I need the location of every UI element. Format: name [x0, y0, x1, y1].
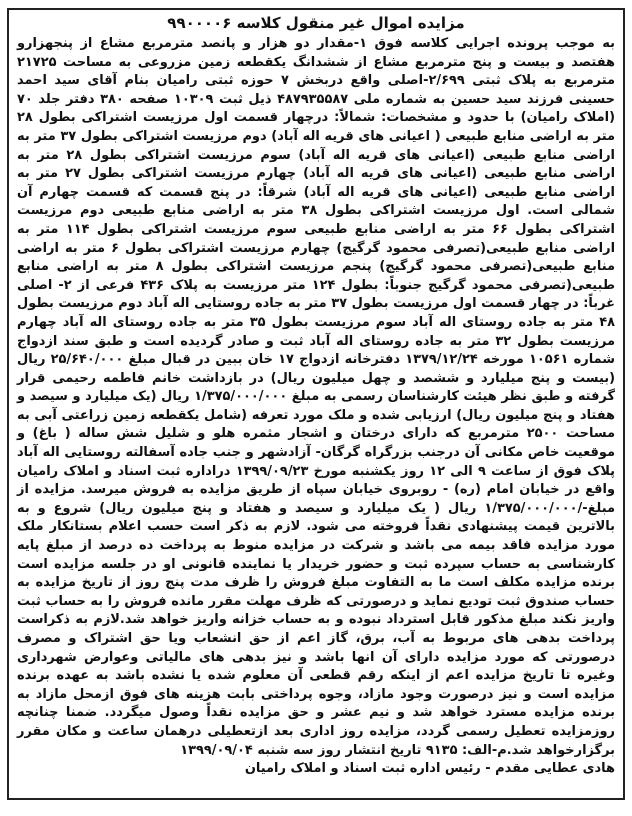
notice-title: مزایده اموال غیر منقول کلاسه ۹۹۰۰۰۰۶	[167, 14, 465, 32]
notice-signature: هادی عطایی مقدم - رئیس اداره ثبت اسناد و املاک رامیان	[244, 761, 615, 777]
notice-body: به موجب پرونده اجرایی کلاسه فوق ۱-مقدار دو هزار و پانصد مترمربع مشاع از پنجهزارو هفتصد و بیست و پنج مترمربع مشاع از ششدانگ یکقطعه زمین مزروعی به مساحت ۲۱۷۲۵ مترمربع به پلاک ثبتی ۲/۶۹۹-اصلی واقع دربخش ۷ حوزه ثبتی رامیان بنام آقای سید احمد حسینی فرزند سید حسین به شماره ملی ۴۸۷۹۳۵۵۸۷ ذیل ثبت ۱۰۳۰۹ صفحه ۳۸۰ دفتر جلد ۷۰ (املاک رامیان) با حدود و مشخصات: شمالاً: درچهار قسمت اول مرزیست اشتراکی بطول ۲۸ متر به اراضی منابع طبیعی ( اعیانی های قریه اله آباد) دوم مرزیست اشتراکی بطول ۳۷ متر به اراضی منابع طبیعی (اعیانی های قریه اله آباد) سوم مرزیست اشتراکی بطول ۲۸ متر به اراضی منابع طبیعی (اعیانی های قریه اله آباد) چهارم مرزیست اشتراکی بطول ۲۷ متر به اراضی منابع طبیعی (اعیانی های قریه اله آباد) شرقاً: در پنج قسمت که قسمت چهارم آن شمالی است. اول مرزیست اشتراکی بطول ۳۸ متر به اراضی منابع طبیعی دوم مرزیست اشتراکی بطول ۶۶ متر به اراضی منابع طبیعی سوم مرزیست اشتراکی بطول ۱۱۴ متر به اراضی منابع طبیعی(تصرفی محمود گرگیج) چهارم مرزیست اشتراکی بطول ۶ متر به اراضی منابع طبیعی(تصرفی محمود گرگیج) پنجم مرزیست اشتراکی بطول ۸ متر به اراضی منابع طبیعی(تصرفی محمود گرگیج جنوباً: بطول ۱۲۴ متر مرزیست به پلاک ۴۳۶ فرعی از ۲- اصلی غرباً: در چهار قسمت اول مرزیست بطول ۳۷ متر به جاده روستایی اله آباد دوم مرزیست بطول ۴۸ متر به جاده روستای اله آباد سوم مرزیست بطول ۳۵ متر به جاده روستای اله آباد چهارم مرزیست بطول ۳۲ متر به جاده روستای اله آباد ثبت و صادر گردیده است و طبق سند ازدواج شماره ۱۰۵۶۱ مورخه ۱۳۷۹/۱۲/۲۴ دفترخانه ازدواج ۱۷ خان ببین در قبال مبلغ ۲۵/۶۴۰/۰۰۰ ریال (بیست و پنج میلیارد و ششصد و چهل میلیون ریال) در بازداشت خانم فاطمه رحیمی قرار گرفته و طبق نظر هیئت کارشناسان رسمی به مبلغ ۱/۳۷۵/۰۰۰/۰۰۰ ریال (یک میلیارد و سیصد و هفتاد و پنج میلیون ریال) ارزیابی شده و ملک مورد تعرفه (شامل یکقطعه زمین زراعتی آبی به مساحت ۲۵۰۰ مترمربع که دارای درختان و اشجار مثمره هلو و شلیل شش ساله ( باغ) و موقعیت خاص مکانی آن درجنب بزرگراه گرگان- آزادشهر و جنب جاده آسفالته روستایی اله آباد پلاک فوق از ساعت ۹ الی ۱۲ روز یکشنبه مورخ ۱۳۹۹/۰۹/۲۳ دراداره ثبت اسناد و املاک رامیان واقع در خیابان امام (ره) - روبروی خیابان سپاه از طریق مزایده به فروش میرسد. مزایده از مبلغ-/۱/۳۷۵/۰۰۰/۰۰۰ ریال ( یک میلیارد و سیصد و هفتاد و پنج میلیون ریال) شروع و به بالاترین قیمت پیشنهادی نقداً فروخته می شود. لازم به ذکر است حسب اعلام بستانکار ملک مورد مزایده فاقد بیمه می باشد و شرکت در مزایده منوط به پرداخت ده درصد از مبلغ پایه کارشناسی به حساب سپرده ثبت و حضور خریدار یا نماینده قانونی او در جلسه مزایده است برنده مزایده مکلف است ما به التفاوت مبلغ فروش را ظرف مدت پنج روز از تاریخ مزایده به حساب صندوق ثبت تودیع نماید و درصورتی که ظرف مهلت مقرر مانده فروش را به حساب ثبت واریز نکند مبلغ مذکور قابل استرداد نبوده و به حساب خزانه واریز خواهد شد.لازم به ذکراست پرداخت بدهی های مربوط به آب، برق، گاز اعم از حق انشعاب ویا حق اشتراک و مصرف درصورتی که مورد مزایده دارای آن انها باشد و نیز بدهی های مالیاتی وعوارض شهرداری وغیره تا تاریخ مزایده اعم از اینکه رقم قطعی آن معلوم شده یا نشده باشد به عهده برنده مزایده است و نیز درصورت وجود مازاد، وجوه پرداختی بابت هزینه های فوق ازمحل مازاد به برنده مزایده مسترد خواهد شد و نیم عشر و حق مزایده نقداً وصول میگردد. ضمنا چنانچه روزمزایده تعطیل رسمی گردد، مزایده روز اداری بعد ازتعطیلی درهمان ساعت و مکان مقرر برگزارخواهد شد.م-الف: ۹۱۳۵ تاریخ انتشار روز سه شنبه ۱۳۹۹/۰۹/۰۴	[17, 36, 616, 758]
auction-notice	[7, 8, 625, 800]
